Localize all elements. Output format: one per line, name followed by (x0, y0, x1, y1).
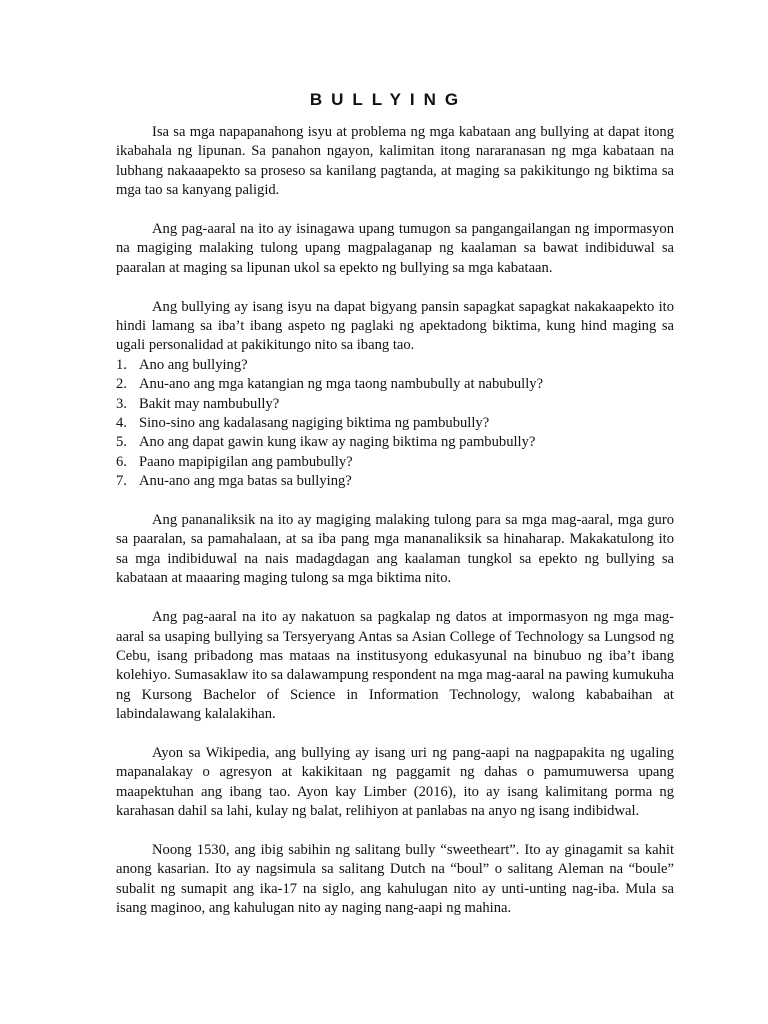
document-body (116, 123, 674, 919)
list-item (116, 433, 674, 452)
list-item (116, 375, 674, 394)
list-item (116, 472, 674, 491)
research-questions-list (116, 356, 674, 492)
list-item-number: 1. (116, 356, 127, 373)
list-item (116, 356, 674, 375)
list-item-text: Paano mapipigilan ang pambubully? (139, 453, 353, 470)
list-item-text: Ano ang dapat gawin kung ikaw ay naging biktima ng pambubully? (139, 434, 536, 451)
document-title: BULLYING (309, 90, 468, 109)
list-item-number: 6. (116, 453, 127, 470)
list-item-number: 7. (116, 473, 127, 490)
paragraph-significance: Ang pananaliksik na ito ay magiging malaking tulong para sa mga mag-aaral, mga guro sa paaralan, sa pamahalaan, at sa iba pang mga mananaliksik sa hinaharap. Makakatulong ito sa mga indibiduwal na nais madagdagan ang kaalaman tungkol sa epekto ng bullying sa kabataan at maaaring maging tulong sa mga biktima nito. (116, 512, 674, 587)
list-item-number: 4. (116, 415, 127, 432)
list-item-number: 5. (116, 434, 127, 451)
list-item-number: 3. (116, 395, 127, 412)
list-item-text: Ano ang bullying? (139, 356, 248, 373)
paragraph-purpose: Ang pag-aaral na ito ay isinagawa upang tumugon sa pangangailangan ng impormasyon na magiging malaking tulong upang magpalaganap ng kaalaman sa bawat indibiduwal sa paaralan at maging sa lipunan ukol sa epekto ng bullying sa mga kabataan. (116, 221, 674, 276)
paragraph-scope: Ang pag-aaral na ito ay nakatuon sa pagkalap ng datos at impormasyon ng mga mag-aaral sa usaping bullying sa Tersyeryang Antas sa Asian College of Technology sa Lungsod ng Cebu, isang pribadong mas mataas na institusyong edukasyunal na binubuo ng iba’t ibang kolehiyo. Sumasaklaw ito sa dalawampung respondent na mga mag-aaral na pawing kumukuha ng Kursong Bachelor of Science in Information Technology, walong kababaihan at labindalawang kalalakihan. (116, 609, 674, 723)
list-item (116, 395, 674, 414)
list-item (116, 453, 674, 472)
list-item (116, 414, 674, 433)
paragraph-intro: Isa sa mga napapanahong isyu at problema ng mga kabataan ang bullying at dapat itong ikabahala ng lipunan. Sa panahon ngayon, kalimitan itong nararanasan ng mga kabataan na lubhang nakaaapekto sa proseso sa kanilang pagtanda, at maging sa pakikitungo ng biktima sa mga tao sa kanyang paligid. (116, 124, 674, 199)
list-item-text: Bakit may nambubully? (139, 395, 280, 412)
paragraph-etymology: Noong 1530, ang ibig sabihin ng salitang bully “sweetheart”. Ito ay ginagamit sa kahit anong kasarian. Ito ay nagsimula sa salitang Dutch na “boul” o salitang Aleman na “boule” subalit ng sumapit ang ika-17 na siglo, ang kahulugan nito ay unti-unting nag-iba. Mula sa isang maginoo, ang kahulugan nito ay naging nang-aapi ng mahina. (116, 841, 674, 917)
paragraph-definition: Ayon sa Wikipedia, ang bullying ay isang uri ng pang-aapi na nagpapakita ng ugaling mapanalakay o agresyon at kakikitaan ng paggamit ng dahas o pamumuwersa upang maapektuhan ang ibang tao. Ayon kay Limber (2016), ito ay isang kalimitang porma ng karahasan dahil sa lahi, kulay ng balat, relihiyon at panlabas na anyo ng isang indibidwal. (116, 744, 674, 820)
list-item-text: Sino-sino ang kadalasang nagiging biktima ng pambubully? (139, 415, 490, 432)
list-item-text: Anu-ano ang mga katangian ng mga taong nambubully at nabubully? (139, 376, 544, 393)
list-item-text: Anu-ano ang mga batas sa bullying? (139, 473, 352, 490)
list-item-number: 2. (116, 376, 127, 393)
paragraph-issue: Ang bullying ay isang isyu na dapat bigyang pansin sapagkat sapagkat nakakaapekto ito hindi lamang sa iba’t ibang aspeto ng paglaki ng apektadong biktima, kung hind maging sa ugali personalidad at pakikitungo nito sa ibang tao. (116, 298, 674, 354)
